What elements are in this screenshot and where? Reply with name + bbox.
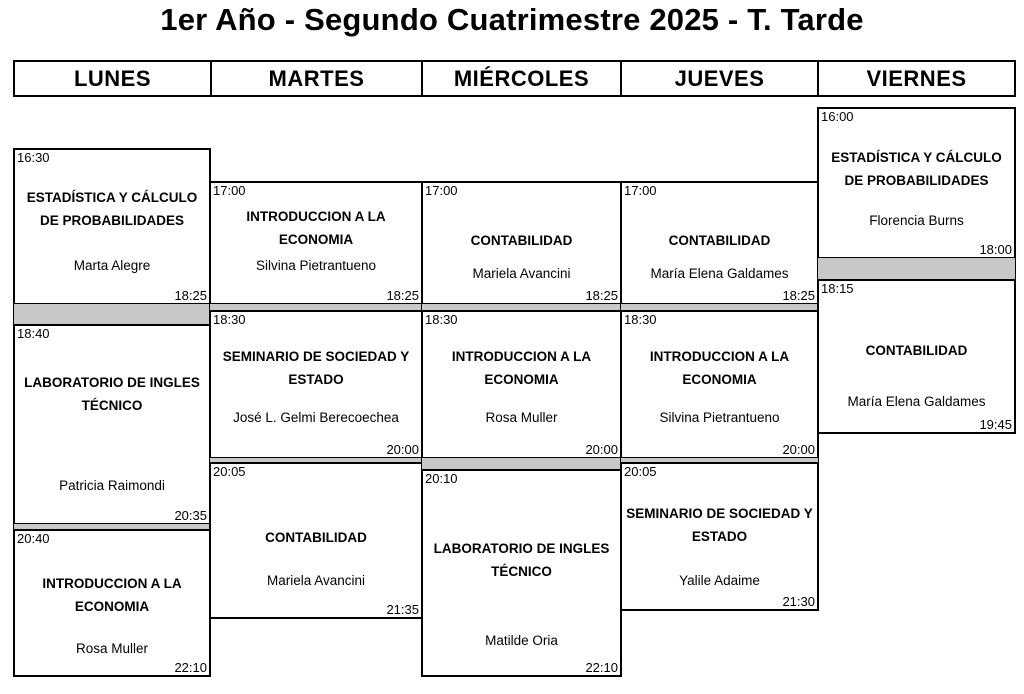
class-block [421,310,622,459]
teacher-name: Florencia Burns [869,213,964,228]
subject-name: SEMINARIO DE SOCIEDAD Y ESTADO [222,349,410,387]
teacher-name: Rosa Muller [75,641,149,656]
day-header-jueves: JUEVES [620,60,819,97]
teacher-name: Rosa Muller [485,410,558,425]
class-block [817,107,1016,259]
subject-name: INTRODUCCION A LA ECONOMIA [451,349,592,387]
start-time: 18:15 [821,281,854,296]
day-header-viernes: VIERNES [817,60,1016,97]
start-time: 20:40 [17,531,50,546]
class-block [817,279,1016,434]
class-block [209,462,423,619]
teacher-name: Mariela Avancini [266,573,366,588]
subject-name: CONTABILIDAD [668,233,771,248]
end-time: 20:00 [782,442,815,457]
teacher-name: Matilde Oria [485,633,558,648]
start-time: 18:30 [425,312,458,327]
class-block [620,310,819,459]
subject-name: INTRODUCCION A LA ECONOMIA [649,349,790,387]
day-header-miercoles: MIÉRCOLES [421,60,622,97]
start-time: 18:30 [213,312,246,327]
day-header-lunes: LUNES [13,60,212,97]
teacher-name: Silvina Pietrantueno [659,410,780,425]
subject-name: CONTABILIDAD [470,233,573,248]
end-time: 18:25 [386,288,419,303]
subject-name: ESTADÍSTICA Y CÁLCULO DE PROBABILIDADES [831,150,1002,188]
teacher-name: María Elena Galdames [650,266,789,281]
start-time: 18:40 [17,326,50,341]
class-block [209,310,423,459]
subject-name: CONTABILIDAD [265,530,367,545]
start-time: 17:00 [213,183,246,198]
class-block [421,469,622,677]
teacher-name: María Elena Galdames [847,394,986,409]
start-time: 20:10 [425,471,458,486]
subject-name: LABORATORIO DE INGLES TÉCNICO [24,375,200,413]
start-time: 16:30 [17,150,50,165]
end-time: 18:25 [782,288,815,303]
page-title: 1er Año - Segundo Cuatrimestre 2025 - T. Tarde [160,2,864,37]
end-time: 18:00 [979,242,1012,257]
end-time: 20:00 [386,442,419,457]
end-time: 21:30 [782,594,815,609]
subject-name: CONTABILIDAD [865,343,968,358]
break-gap [817,257,1016,281]
teacher-name: Yalile Adaime [679,573,760,588]
subject-name: INTRODUCCION A LA ECONOMIA [42,576,182,614]
class-block [421,181,622,305]
class-block [209,181,423,305]
end-time: 20:35 [174,508,207,523]
subject-name: LABORATORIO DE INGLES TÉCNICO [433,541,610,579]
end-time: 22:10 [174,660,207,675]
class-block [13,324,211,525]
end-time: 18:25 [174,288,207,303]
start-time: 20:05 [624,464,657,479]
break-gap [13,303,211,325]
end-time: 20:00 [585,442,618,457]
class-block [13,148,211,305]
teacher-name: Marta Alegre [73,258,151,273]
teacher-name: José L. Gelmi Berecoechea [233,410,399,425]
start-time: 20:05 [213,464,246,479]
teacher-name: Mariela Avancini [472,266,571,281]
subject-name: INTRODUCCION A LA ECONOMIA [246,209,386,247]
day-header-martes: MARTES [210,60,423,97]
teacher-name: Patricia Raimondi [59,478,165,493]
end-time: 22:10 [585,660,618,675]
start-time: 18:30 [624,312,657,327]
class-block [620,462,819,611]
class-block [13,529,211,677]
subject-name: SEMINARIO DE SOCIEDAD Y ESTADO [626,506,813,544]
end-time: 18:25 [585,288,618,303]
end-time: 21:35 [386,602,419,617]
teacher-name: Silvina Pietrantueno [255,258,377,273]
start-time: 16:00 [821,109,854,124]
start-time: 17:00 [624,183,657,198]
class-block [620,181,819,305]
start-time: 17:00 [425,183,458,198]
subject-name: ESTADÍSTICA Y CÁLCULO DE PROBABILIDADES [26,190,198,228]
end-time: 19:45 [979,417,1012,432]
